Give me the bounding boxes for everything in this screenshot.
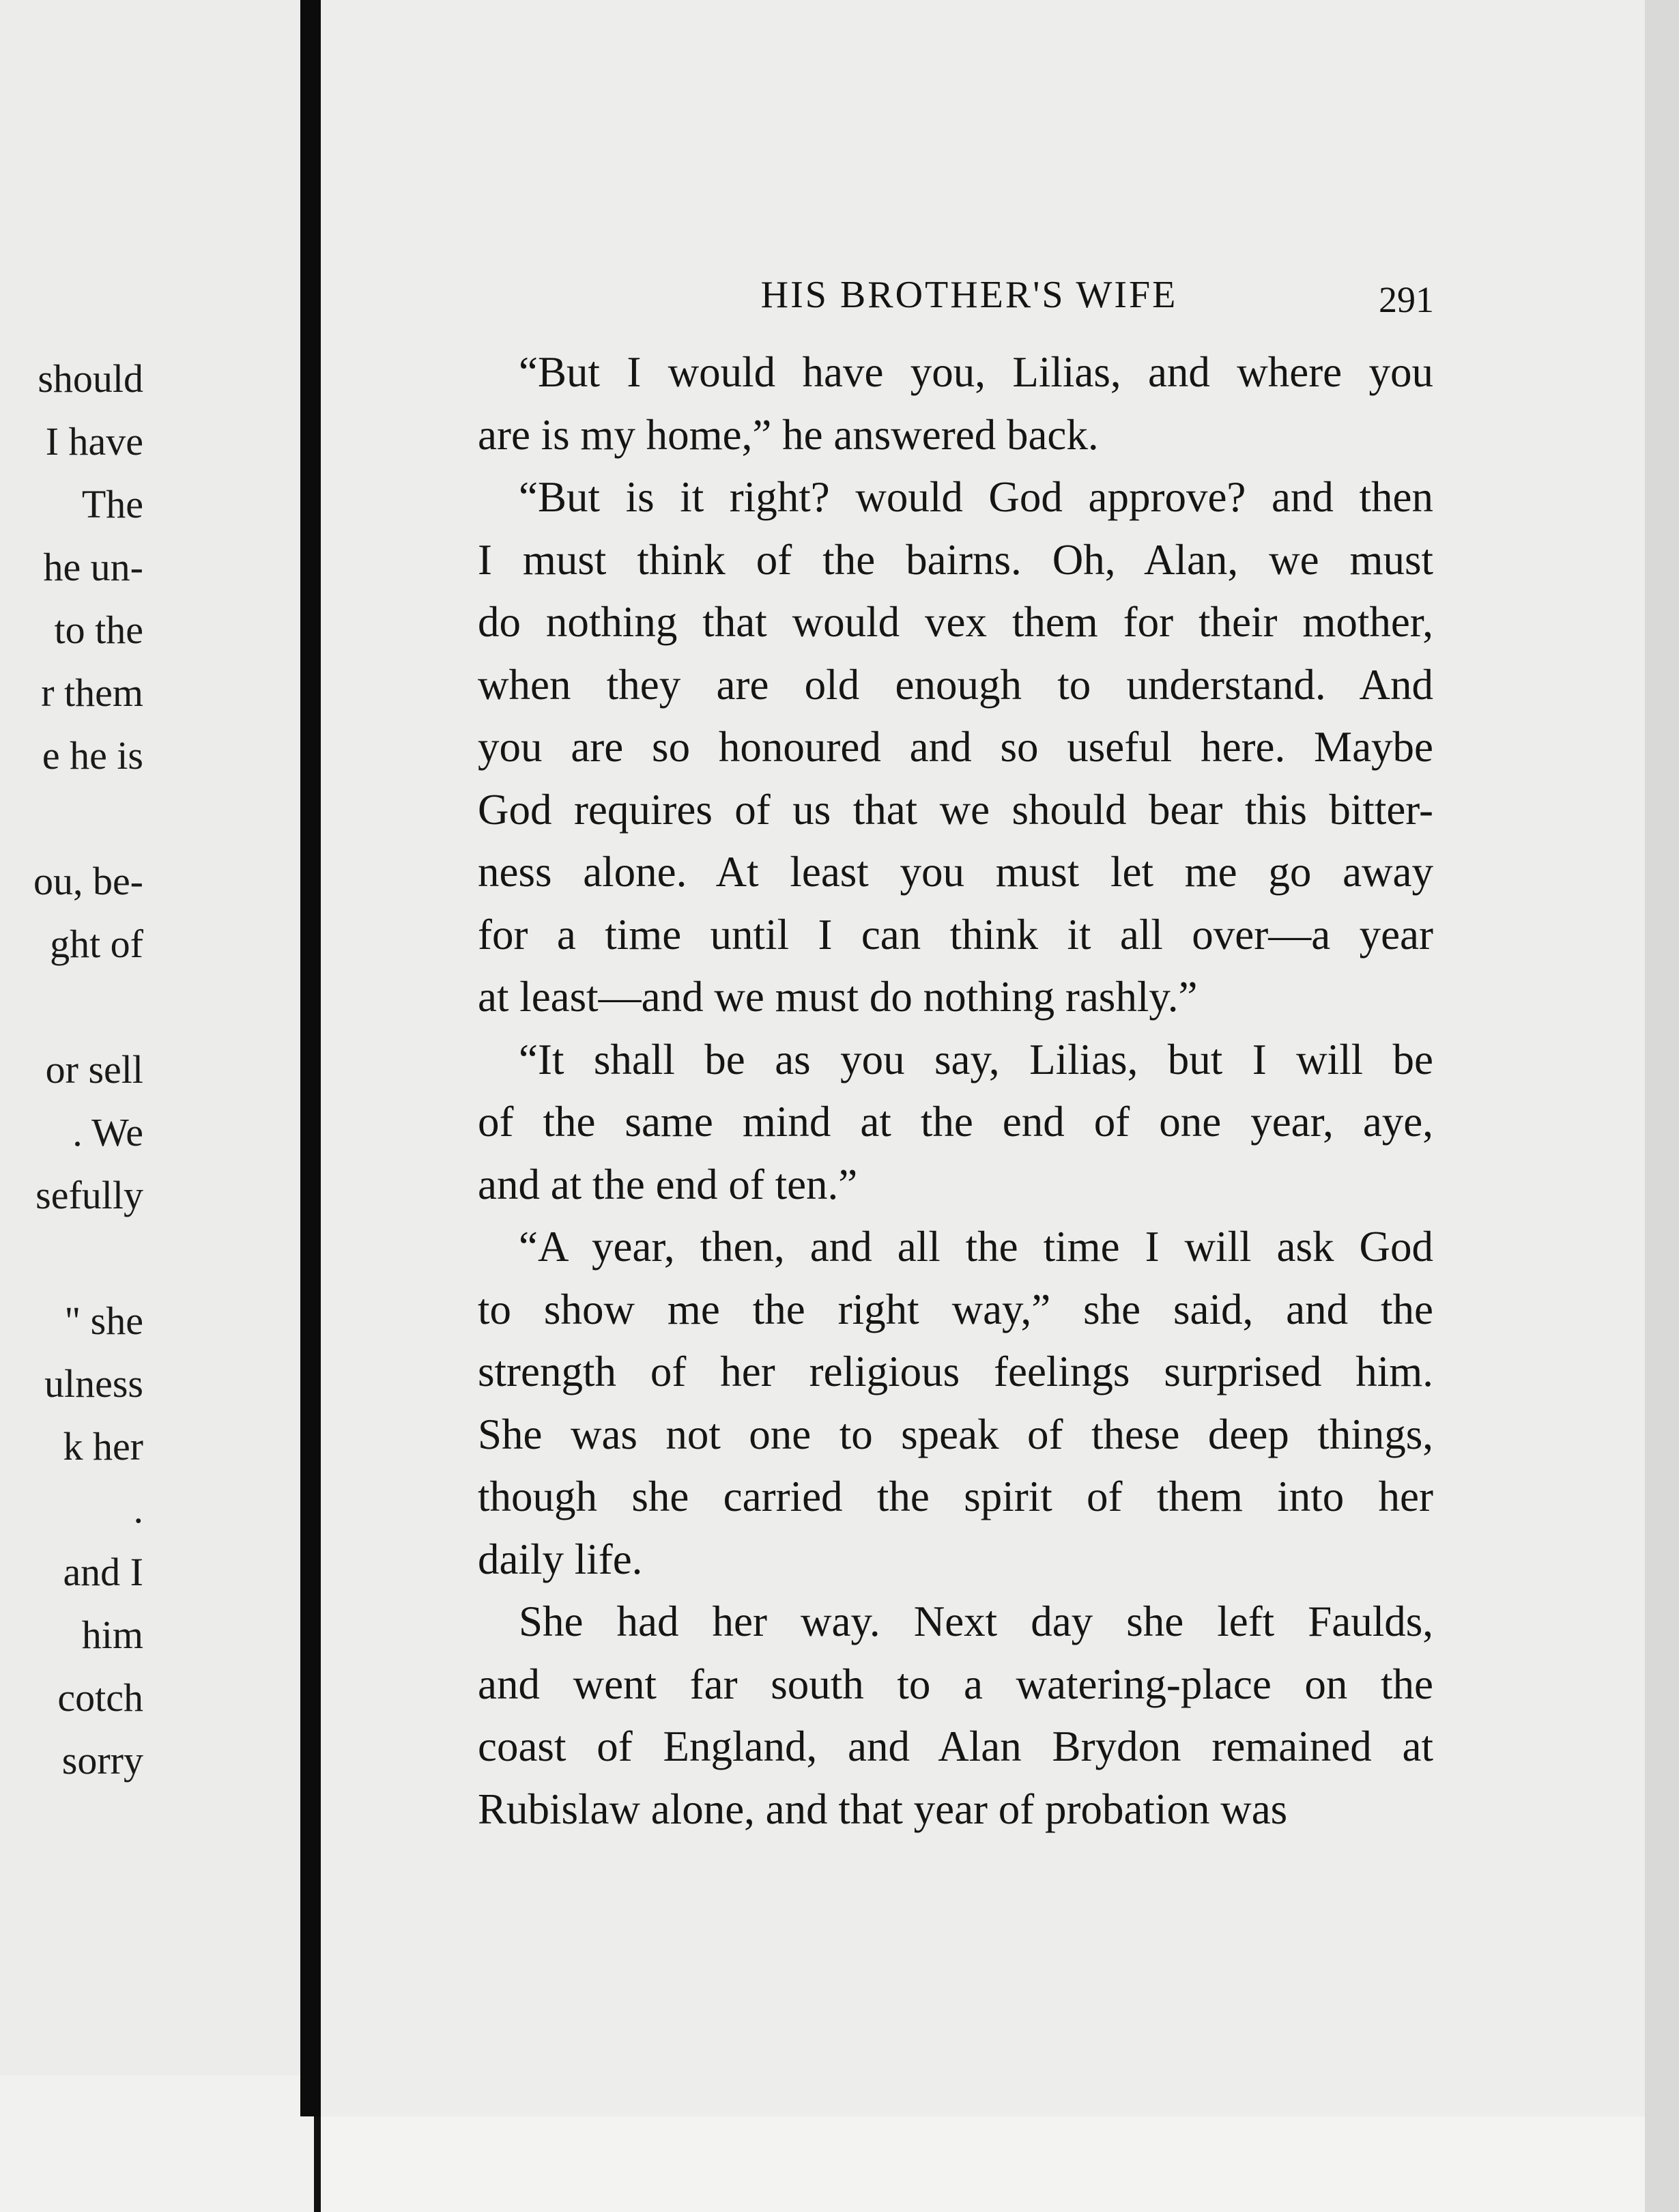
left-page-fragment: sefully bbox=[35, 1173, 143, 1217]
page-margin-bottom bbox=[321, 2116, 1679, 2212]
left-page-fragment: . We bbox=[72, 1110, 143, 1154]
left-page-fragment: r them bbox=[41, 670, 143, 715]
page-number: 291 bbox=[1379, 279, 1434, 320]
text-line: coast of England, and Alan Brydon remained at bbox=[478, 1722, 1433, 1770]
text-line: She had her way. Next day she left Faulds, bbox=[519, 1598, 1433, 1645]
left-page-fragment: k her bbox=[63, 1424, 143, 1469]
left-page-fragment: ou, be- bbox=[33, 859, 143, 903]
text-line: Rubislaw alone, and that year of probation was bbox=[478, 1785, 1288, 1833]
text-line: “A year, then, and all the time I will ask God bbox=[519, 1223, 1433, 1271]
page-edge bbox=[1645, 0, 1679, 2212]
text-line: do nothing that would vex them for their mother, bbox=[478, 598, 1433, 646]
text-line: of the same mind at the end of one year, aye, bbox=[478, 1098, 1433, 1146]
running-head: HIS BROTHER'S WIFE bbox=[760, 274, 1178, 316]
paragraph bbox=[478, 1216, 1433, 1591]
text-line: though she carried the spirit of them into her bbox=[478, 1473, 1433, 1520]
text-line: and at the end of ten.” bbox=[478, 1160, 858, 1208]
left-page-fragment: sorry bbox=[61, 1738, 143, 1783]
left-page-fragment: ulness bbox=[44, 1361, 143, 1406]
left-page-fragment: The bbox=[81, 482, 143, 526]
left-page-fragment: to the bbox=[54, 608, 143, 652]
text-line: and went far south to a watering-place on the bbox=[478, 1660, 1433, 1708]
text-line: I must think of the bairns. Oh, Alan, we must bbox=[478, 535, 1433, 584]
text-line: ness alone. At least you must let me go away bbox=[478, 848, 1433, 896]
left-page bbox=[0, 0, 300, 2075]
left-page-fragment: him bbox=[81, 1613, 143, 1657]
body-text bbox=[478, 341, 1433, 1841]
paragraph bbox=[478, 341, 1433, 466]
page-margin bbox=[0, 2075, 314, 2212]
left-page-fragment: " she bbox=[64, 1299, 143, 1343]
left-page-fragment: . bbox=[133, 1487, 143, 1531]
left-page-fragment: ght of bbox=[50, 922, 143, 966]
book-gutter bbox=[300, 0, 321, 2116]
text-line: you are so honoured and so useful here. Maybe bbox=[478, 723, 1433, 771]
left-page-fragment: cotch bbox=[57, 1675, 143, 1720]
left-page-fragment: or sell bbox=[45, 1047, 143, 1092]
text-line: for a time until I can think it all over—a year bbox=[478, 910, 1433, 959]
paragraph bbox=[478, 1029, 1433, 1217]
text-line: are is my home,” he answered back. bbox=[478, 410, 1099, 459]
text-line: at least—and we must do nothing rashly.” bbox=[478, 973, 1198, 1021]
left-page-fragment: and I bbox=[63, 1550, 143, 1594]
text-line: when they are old enough to understand. And bbox=[478, 660, 1433, 709]
text-line: “But I would have you, Lilias, and where you bbox=[519, 348, 1433, 396]
text-line: God requires of us that we should bear this bitter- bbox=[478, 785, 1433, 834]
left-page-fragment: he un- bbox=[43, 545, 143, 589]
text-line: to show me the right way,” she said, and the bbox=[478, 1285, 1433, 1333]
text-line: strength of her religious feelings surprised him. bbox=[478, 1348, 1433, 1395]
text-line: “It shall be as you say, Lilias, but I will be bbox=[519, 1035, 1433, 1083]
text-line: “But is it right? would God approve? and then bbox=[519, 473, 1433, 521]
text-line: She was not one to speak of these deep things, bbox=[478, 1410, 1433, 1458]
left-page-fragment: e he is bbox=[42, 733, 143, 778]
left-page-fragment: should bbox=[38, 356, 143, 401]
text-line: daily life. bbox=[478, 1535, 643, 1583]
paragraph bbox=[478, 1591, 1433, 1841]
paragraph bbox=[478, 466, 1433, 1029]
left-page-fragment: I have bbox=[45, 419, 143, 464]
